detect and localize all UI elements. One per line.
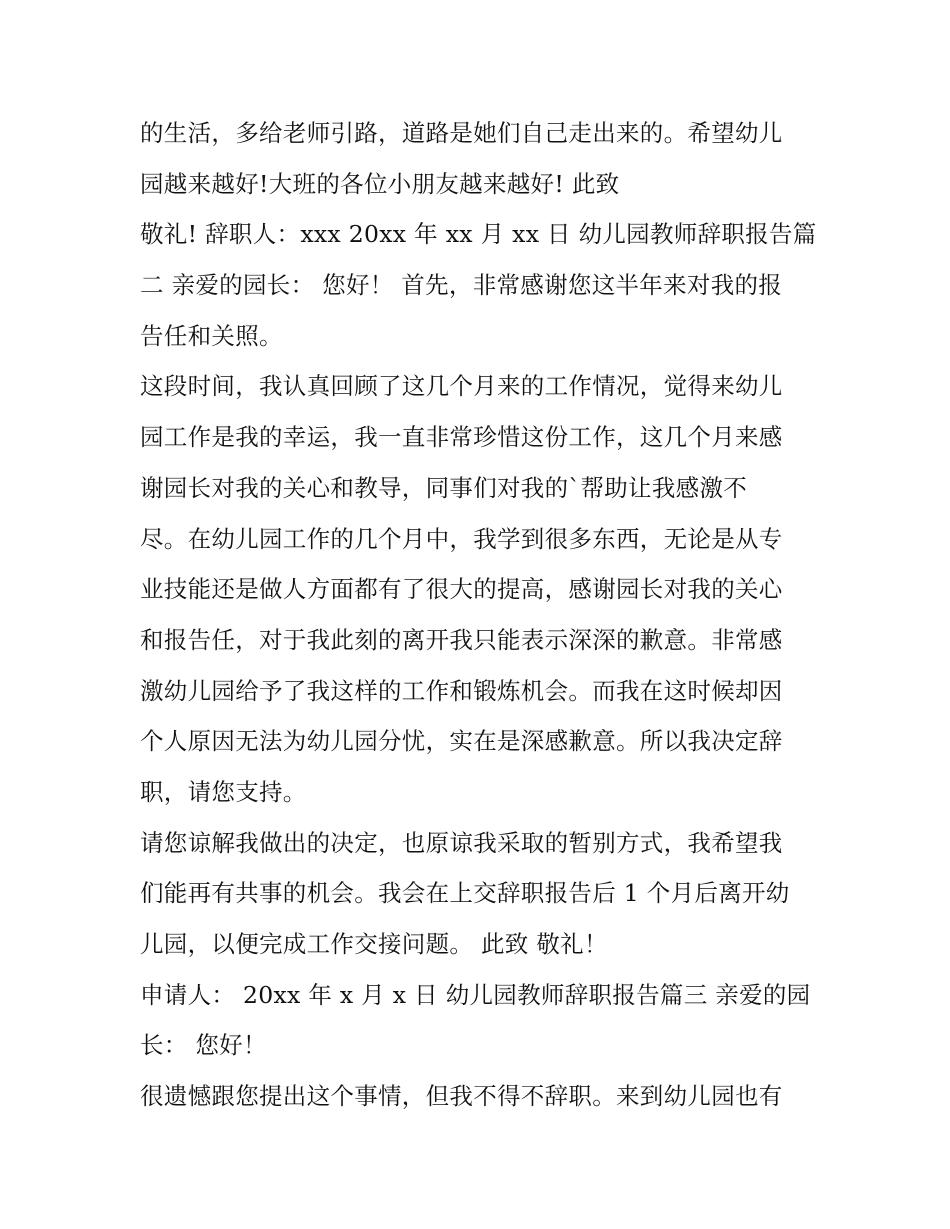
text-line: 园越来越好!大班的各位小朋友越来越好! 此致 — [140, 169, 620, 198]
text-line: 儿园，以便完成工作交接问题。 此致 敬礼！ — [140, 930, 608, 958]
text-line: 谢园长对我的关心和教导，同事们对我的`帮助让我感激不 — [140, 473, 748, 502]
text-line: 和报告任，对于我此刻的离开我只能表示深深的歉意。非常感 — [140, 625, 783, 654]
text-line: 这段时间，我认真回顾了这几个月来的工作情况，觉得来幼儿 — [140, 372, 783, 401]
text-line: 申请人： 20xx 年 x 月 x 日 幼儿园教师辞职报告篇三 亲爱的园 — [140, 980, 811, 1009]
text-line: 二 亲爱的园长： 您好！ 首先，非常感谢您这半年来对我的报 — [140, 271, 783, 300]
text-line: 尽。在幼儿园工作的几个月中，我学到很多东西，无论是从专 — [140, 524, 783, 553]
text-line: 职，请您支持。 — [140, 777, 307, 806]
text-line: 请您谅解我做出的决定，也原谅我采取的暂别方式，我希望我 — [140, 828, 783, 857]
text-line: 敬礼! 辞职人：xxx 20xx 年 xx 月 xx 日 幼儿园教师辞职报告篇 — [140, 220, 817, 249]
text-line: 很遗憾跟您提出这个事情，但我不得不辞职。来到幼儿园也有 — [140, 1082, 783, 1111]
document-body — [140, 108, 830, 1122]
text-line: 激幼儿园给予了我这样的工作和锻炼机会。而我在这时候却因 — [140, 676, 783, 705]
text-line: 的生活，多给老师引路，道路是她们自己走出来的。希望幼儿 — [140, 119, 783, 147]
text-line: 园工作是我的幸运，我一直非常珍惜这份工作，这几个月来感 — [140, 423, 783, 452]
text-line: 业技能还是做人方面都有了很大的提高，感谢园长对我的关心 — [140, 575, 783, 604]
text-line: 告任和关照。 — [140, 321, 283, 350]
text-line: 长： 您好！ — [140, 1031, 267, 1060]
text-line: 们能再有共事的机会。我会在上交辞职报告后 1 个月后离开幼 — [140, 879, 790, 908]
text-line: 个人原因无法为幼儿园分忧，实在是深感歉意。所以我决定辞 — [140, 727, 783, 756]
